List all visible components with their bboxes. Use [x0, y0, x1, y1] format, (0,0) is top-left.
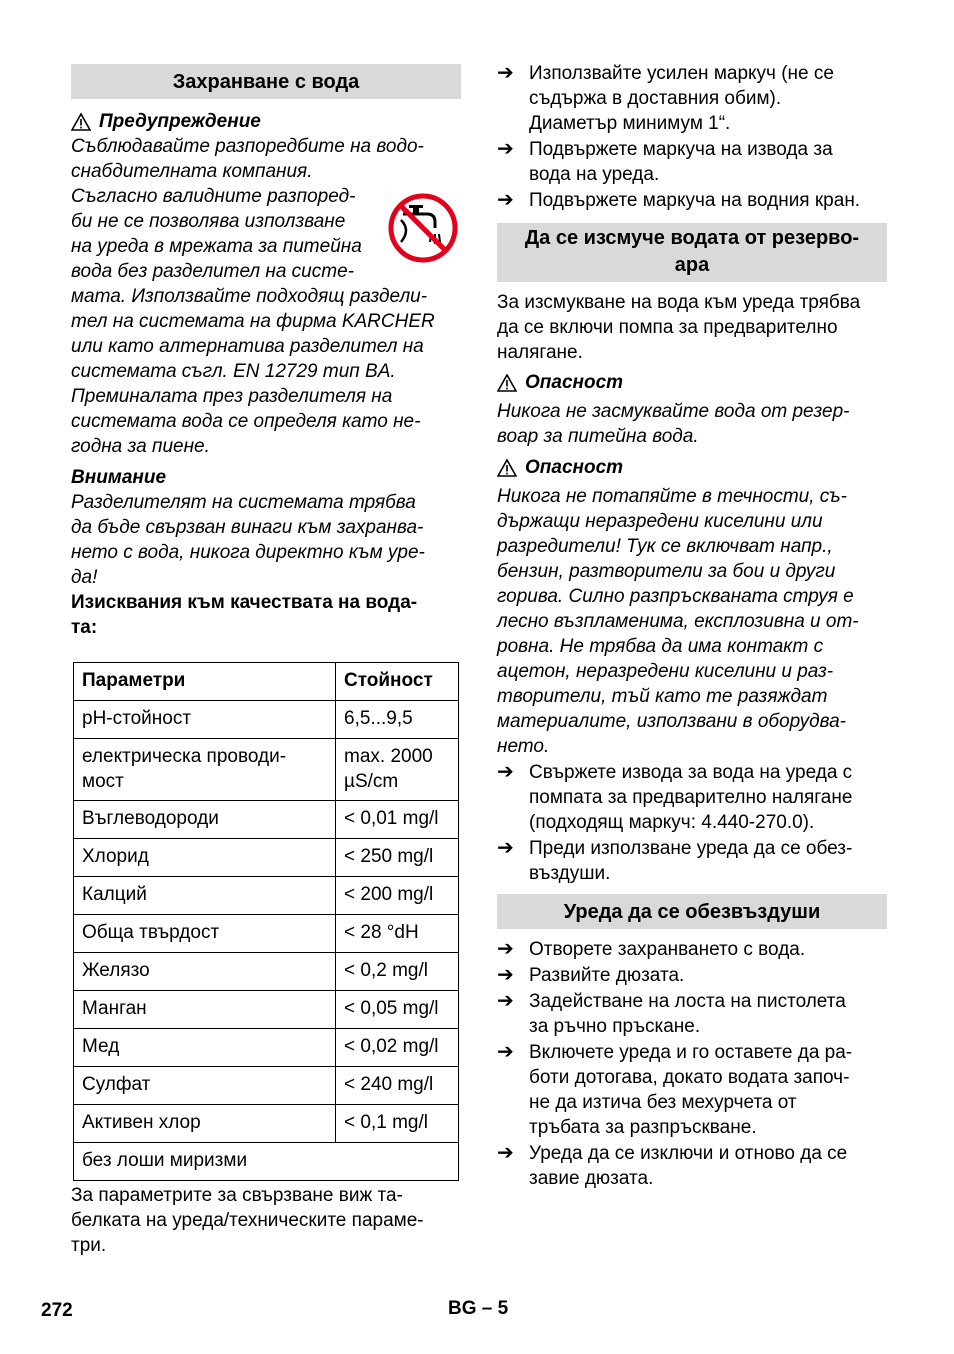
arrow-right-icon: ➔: [497, 1142, 514, 1164]
text-line: нето.: [497, 736, 550, 757]
section-heading-deaerate: Уреда да се обезвъздуши: [497, 894, 887, 929]
table-header-cell: Стойност: [336, 663, 459, 701]
step-text: Отворете захранването с вода.: [529, 939, 806, 960]
table-cell: Калций: [74, 877, 336, 915]
arrow-right-icon: ➔: [497, 964, 514, 986]
table-row: [74, 839, 459, 877]
table-cell: Активен хлор: [74, 1105, 336, 1143]
text-line: материалите, използвани в оборудва-: [497, 711, 846, 732]
danger-title: Опасност: [525, 372, 624, 393]
step-item: [497, 989, 887, 1039]
table-row: [74, 801, 459, 839]
text-line: вода без разделител на систе-: [71, 261, 354, 282]
table-row: [74, 739, 459, 801]
warning-heading: [71, 109, 461, 134]
text-line: разредители! Тук се включват напр.,: [497, 536, 833, 557]
text-line: Преминалата през разделителя на: [71, 386, 393, 407]
text-line: да!: [71, 567, 98, 588]
table-row: [74, 877, 459, 915]
text-line: белката на уреда/техническите параме-: [71, 1210, 424, 1231]
text-line: Никога не потапяйте в течности, съ-: [497, 486, 848, 507]
text-line: да бъде свързван винаги към захранва-: [71, 517, 424, 538]
text-line: мата. Използвайте подходящ раздели-: [71, 286, 428, 307]
attention-title: Внимание: [71, 467, 167, 488]
table-row: [74, 915, 459, 953]
text-line: на уреда в мрежата за питейна: [71, 236, 362, 257]
text-line: Съблюдавайте разпоредбите на водо-: [71, 136, 424, 157]
warning-triangle-icon: [497, 374, 517, 392]
suction-intro: [497, 290, 887, 365]
arrow-right-icon: ➔: [497, 990, 514, 1012]
warning-title: Предупреждение: [99, 111, 261, 132]
table-row: [74, 953, 459, 991]
step-item: [497, 760, 887, 835]
step-list: [497, 937, 887, 1191]
connection-parameters-note: [71, 1183, 461, 1258]
table-cell: Въглеводороди: [74, 801, 336, 839]
arrow-right-icon: ➔: [497, 138, 514, 160]
text-line: воар за питейна вода.: [497, 426, 699, 447]
text-line: държащи неразредени киселини или: [497, 511, 823, 532]
step-item: [497, 937, 887, 962]
text-line: нето с вода, никога директно към уре-: [71, 542, 425, 563]
table-cell: < 28 °dH: [336, 915, 459, 953]
table-cell: < 0,2 mg/l: [336, 953, 459, 991]
danger-text: [497, 484, 887, 759]
danger-heading: [497, 370, 887, 395]
text-line: Никога не засмуквайте вода от резер-: [497, 401, 850, 422]
table-cell: Желязо: [74, 953, 336, 991]
table-header-cell: Параметри: [74, 663, 336, 701]
table-row: [74, 1067, 459, 1105]
table-cell: max. 2000 µS/cm: [336, 739, 459, 801]
no-drinking-water-icon: [387, 190, 459, 266]
arrow-right-icon: ➔: [497, 837, 514, 859]
attention-text: [71, 490, 461, 590]
table-cell: Мед: [74, 1029, 336, 1067]
step-item: [497, 1141, 887, 1191]
table-cell: 6,5...9,5: [336, 701, 459, 739]
text-line: Съгласно валидните разпоред-: [71, 186, 356, 207]
step-list: [497, 760, 887, 886]
arrow-right-icon: ➔: [497, 761, 514, 783]
step-item: [497, 61, 887, 136]
page-number: 272: [41, 1300, 73, 1321]
section-heading-suction: [497, 223, 887, 282]
step-text: Уреда да се изключи и отново да се завие дюзата.: [529, 1143, 848, 1189]
danger-text: [497, 399, 887, 449]
table-row: [74, 1105, 459, 1143]
text-line: Разделителят на системата трябва: [71, 492, 416, 513]
step-item: [497, 1040, 887, 1140]
step-list: [497, 61, 887, 213]
language-page-label: BG – 5: [448, 1298, 509, 1319]
warning-text: [71, 134, 461, 459]
section-heading-water-supply: Захранване с вода: [71, 64, 461, 99]
table-cell: Сулфат: [74, 1067, 336, 1105]
danger-title: Опасност: [525, 457, 624, 478]
text-line: лесно възпламенима, експлозивна и от-: [497, 611, 859, 632]
table-cell: pH-стойност: [74, 701, 336, 739]
text-line: Изисквания към качествата на вода-: [71, 592, 418, 613]
text-line: ровна. Не трябва да има контакт с: [497, 636, 824, 657]
step-text: Използвайте усилен маркуч (не се съдържа в доставния обим). Диаметър минимум 1“.: [529, 63, 834, 134]
water-quality-table: [73, 662, 459, 1181]
table-row: [74, 1143, 459, 1181]
text-line: да се включи помпа за предварително: [497, 317, 838, 338]
table-cell: < 0,1 mg/l: [336, 1105, 459, 1143]
table-cell: Обща твърдост: [74, 915, 336, 953]
heading-line: Да се изсмуче водата от резерво-: [524, 227, 860, 249]
text-line: бензин, разтворители за бои и други: [497, 561, 836, 582]
table-cell: < 0,05 mg/l: [336, 991, 459, 1029]
table-row: [74, 1029, 459, 1067]
text-line: три.: [71, 1235, 107, 1256]
table-cell: < 0,01 mg/l: [336, 801, 459, 839]
text-line: годна за пиене.: [71, 436, 210, 457]
text-line: системата вода се определя като не-: [71, 411, 421, 432]
step-item: [497, 188, 887, 213]
step-text: Развийте дюзата.: [529, 965, 685, 986]
step-text: Преди използване уреда да се обез- въздуши.: [529, 838, 853, 884]
table-cell: < 200 mg/l: [336, 877, 459, 915]
table-cell: < 240 mg/l: [336, 1067, 459, 1105]
step-item: [497, 963, 887, 988]
text-line: системата съгл. EN 12729 тип BA.: [71, 361, 396, 382]
table-row: [74, 701, 459, 739]
danger-heading: [497, 455, 887, 480]
warning-triangle-icon: [497, 459, 517, 477]
arrow-right-icon: ➔: [497, 189, 514, 211]
left-column: [71, 60, 461, 1258]
text-line: налягане.: [497, 342, 583, 363]
text-line: За изсмукване на вода към уреда трябва: [497, 292, 861, 313]
table-cell: < 0,02 mg/l: [336, 1029, 459, 1067]
warning-triangle-icon: [71, 113, 91, 131]
table-cell: без лоши миризми: [74, 1143, 459, 1181]
step-text: Свържете извода за вода на уреда с помпата за предварително налягане (подходящ маркуч: 4.440-270.0).: [529, 762, 853, 833]
text-line: горива. Силно разпръскваната струя е: [497, 586, 854, 607]
table-header-row: [74, 663, 459, 701]
heading-line: ара: [674, 254, 710, 276]
step-item: [497, 836, 887, 886]
table-cell: Хлорид: [74, 839, 336, 877]
text-line: би не се позволява използване: [71, 211, 346, 232]
text-line: та:: [71, 617, 98, 638]
right-column: [497, 60, 887, 1191]
text-line: тел на системата на фирма KARCHER: [71, 311, 435, 332]
table-cell: Манган: [74, 991, 336, 1029]
water-quality-requirements-title: [71, 590, 461, 640]
text-line: ацетон, неразредени киселини и раз-: [497, 661, 834, 682]
arrow-right-icon: ➔: [497, 938, 514, 960]
text-line: снабдителната компания.: [71, 161, 313, 182]
text-line: творители, тъй като те разяждат: [497, 686, 828, 707]
table-cell: електрическа проводи- мост: [74, 739, 336, 801]
step-item: [497, 137, 887, 187]
table-row: [74, 991, 459, 1029]
arrow-right-icon: ➔: [497, 1041, 514, 1063]
text-line: За параметрите за свързване виж та-: [71, 1185, 403, 1206]
step-text: Подвържете маркуча на водния кран.: [529, 190, 861, 211]
step-text: Подвържете маркуча на извода за вода на уреда.: [529, 139, 833, 185]
step-text: Включете уреда и го оставете да ра- боти дотогава, докато водата започ- не да изтича без мехурчета от тръбата за разпръскване.: [529, 1042, 853, 1138]
arrow-right-icon: ➔: [497, 62, 514, 84]
table-cell: < 250 mg/l: [336, 839, 459, 877]
step-text: Задействане на лоста на пистолета за ръчно пръскане.: [529, 991, 846, 1037]
text-line: или като алтернатива разделител на: [71, 336, 424, 357]
